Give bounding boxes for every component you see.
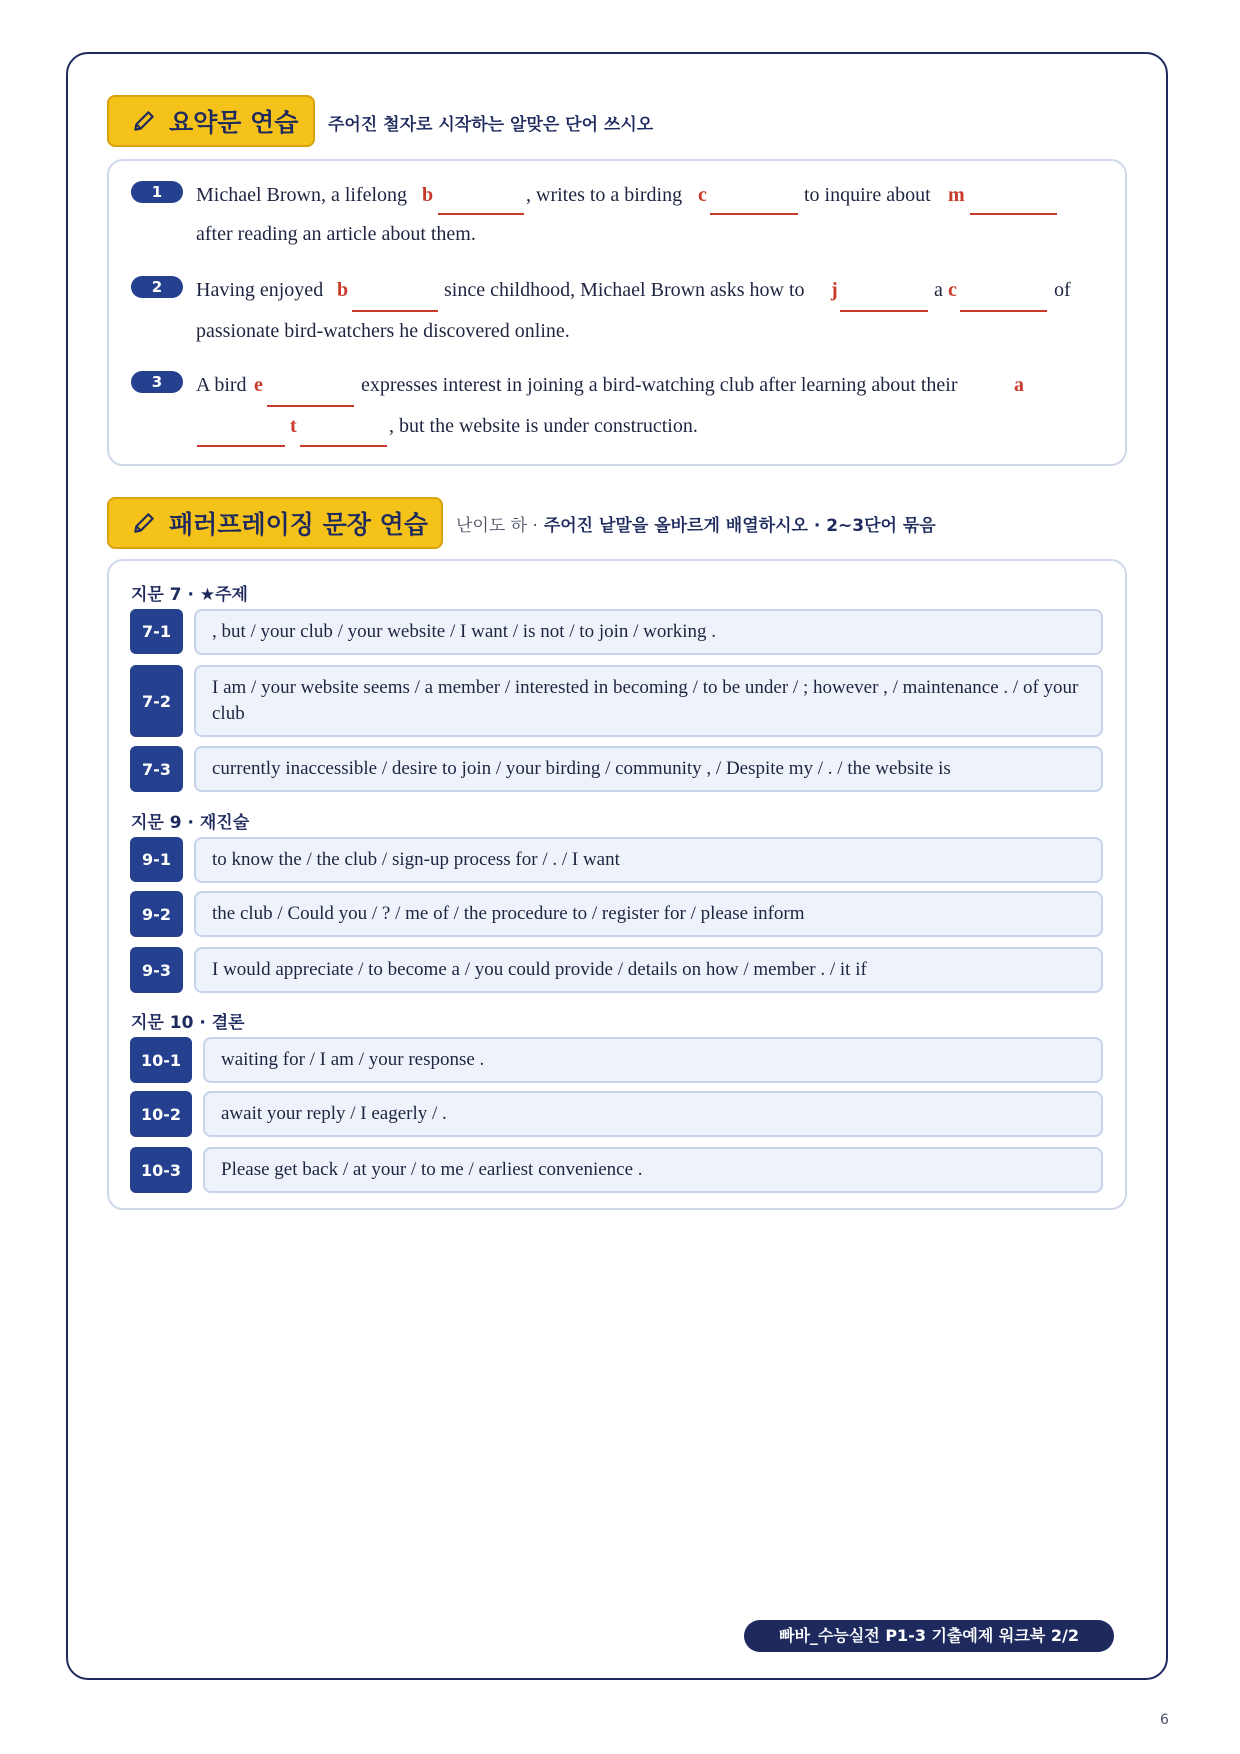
summary-text: Having enjoyed	[196, 279, 324, 301]
paraphrase-instruction	[456, 511, 936, 536]
pencil-icon	[131, 108, 157, 134]
question-number-badge: 7-2	[130, 665, 183, 737]
answer-blank[interactable]	[300, 445, 387, 447]
question-number-badge: 10-3	[130, 1147, 192, 1193]
answer-blank[interactable]	[267, 405, 354, 407]
answer-blank[interactable]	[352, 310, 438, 312]
summary-text: after reading an article about them.	[196, 223, 476, 245]
pencil-icon	[131, 510, 157, 536]
answer-initial: t	[290, 415, 297, 437]
answer-initial: j	[831, 279, 838, 301]
question-number-badge: 9-2	[130, 891, 183, 937]
question-number-badge: 9-3	[130, 947, 183, 993]
summary-text: , writes to a birding	[526, 184, 683, 206]
question-number-badge: 10-1	[130, 1037, 192, 1083]
difficulty-label: 난이도 하 ·	[456, 516, 538, 536]
summary-instruction: 주어진 철자로 시작하는 알맞은 단어 쓰시오	[328, 115, 654, 135]
summary-item-number: 1	[131, 181, 183, 203]
summary-section-tag	[107, 95, 315, 147]
answer-initial: a	[1014, 374, 1024, 396]
summary-text: , but the website is under construction.	[389, 415, 698, 437]
summary-text: expresses interest in joining a bird-watching club after learning about their	[361, 374, 958, 396]
answer-initial: m	[948, 184, 965, 206]
summary-item-number: 3	[131, 371, 183, 393]
summary-text: since childhood, Michael Brown asks how to	[444, 279, 805, 301]
paraphrase-section-tag	[107, 497, 443, 549]
answer-initial: b	[337, 279, 349, 301]
paraphrase-title: 패러프레이징 문장 연습	[169, 510, 428, 539]
summary-text: Michael Brown, a lifelong	[196, 184, 408, 206]
instruction-text: 주어진 낱말을 올바르게 배열하시오 · 2~3단어 묶음	[543, 516, 936, 536]
summary-title: 요약문 연습	[169, 108, 299, 137]
word-arrangement-box[interactable]: Please get back / at your / to me / earliest convenience .	[203, 1147, 1103, 1193]
word-arrangement-box[interactable]: to know the / the club / sign-up process for / . / I want	[194, 837, 1103, 883]
word-arrangement-box[interactable]: waiting for / I am / your response .	[203, 1037, 1103, 1083]
question-number-badge: 7-1	[130, 609, 183, 654]
answer-blank[interactable]	[840, 310, 928, 312]
answer-initial: c	[698, 184, 707, 206]
word-arrangement-box[interactable]: , but / your club / your website / I want / is not / to join / working .	[194, 609, 1103, 655]
word-arrangement-box[interactable]: I would appreciate / to become a / you could provide / details on how / member . / it if	[194, 947, 1103, 993]
question-number-badge: 9-1	[130, 837, 183, 882]
summary-text: A bird	[196, 374, 247, 396]
summary-text: of	[1054, 279, 1071, 301]
question-number-badge: 10-2	[130, 1091, 192, 1137]
answer-blank[interactable]	[970, 213, 1057, 215]
summary-text: a	[934, 279, 943, 301]
page-number: 6	[1160, 1712, 1169, 1728]
answer-initial: c	[948, 279, 957, 301]
passage-group-label: 지문 7 · ★주제	[131, 585, 248, 605]
answer-initial: e	[254, 374, 263, 396]
answer-blank[interactable]	[438, 213, 524, 215]
answer-blank[interactable]	[197, 445, 285, 447]
answer-initial: b	[422, 184, 434, 206]
answer-blank[interactable]	[710, 213, 798, 215]
summary-text: to inquire about	[804, 184, 931, 206]
workbook-footer-label: 빠바_수능실전 P1-3 기출예제 워크북 2/2	[744, 1620, 1114, 1652]
word-arrangement-box[interactable]: the club / Could you / ? / me of / the procedure to / register for / please inform	[194, 891, 1103, 937]
word-arrangement-box[interactable]: I am / your website seems / a member / interested in becoming / to be under / ; however , / maintenance . / of your club	[194, 665, 1103, 737]
passage-group-label: 지문 9 · 재진술	[131, 813, 250, 833]
word-arrangement-box[interactable]: await your reply / I eagerly / .	[203, 1091, 1103, 1137]
question-number-badge: 7-3	[130, 746, 183, 792]
passage-group-label: 지문 10 · 결론	[131, 1013, 245, 1033]
word-arrangement-box[interactable]: currently inaccessible / desire to join / your birding / community , / Despite my / . / the website is	[194, 746, 1103, 792]
answer-blank[interactable]	[960, 310, 1047, 312]
summary-text: passionate bird-watchers he discovered online.	[196, 320, 570, 342]
summary-item-number: 2	[131, 276, 183, 298]
